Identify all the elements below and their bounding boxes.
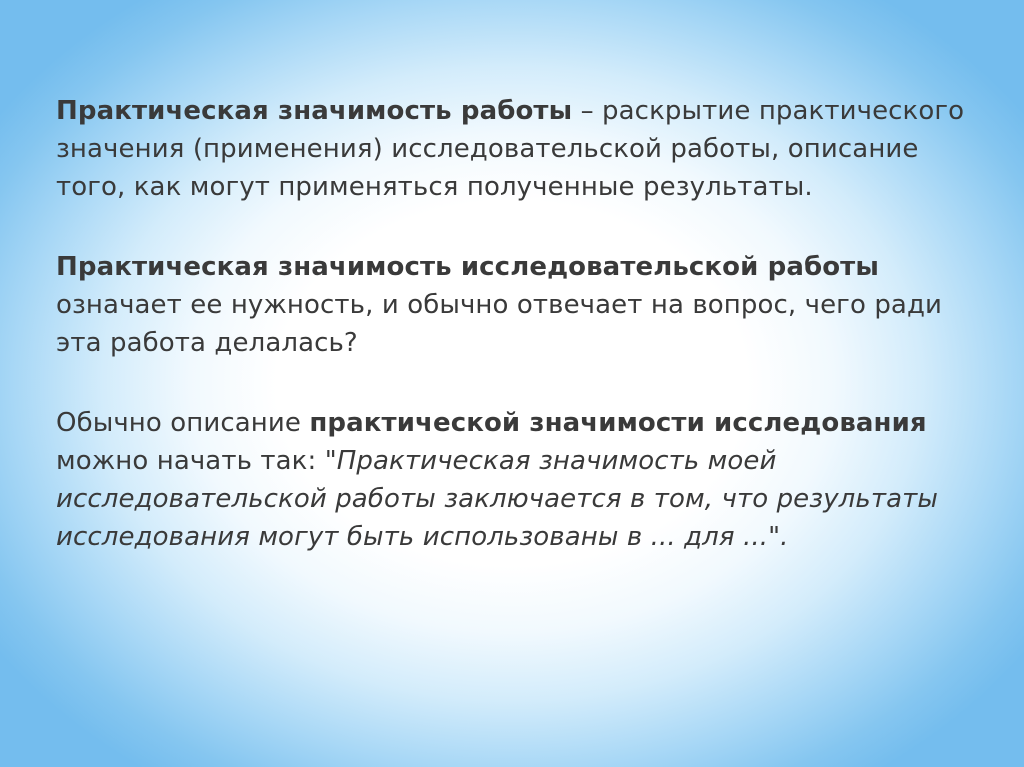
term-research-significance: Практическая значимость исследовательской работы xyxy=(56,252,879,282)
meaning-text: означает ее нужность, и обычно отвечает на вопрос, чего ради эта работа делалась? xyxy=(56,290,943,358)
middle-text: можно начать так: xyxy=(56,446,325,476)
paragraph-practical-significance-definition xyxy=(56,92,986,206)
paragraph-practical-significance-meaning xyxy=(56,248,986,362)
slide-content xyxy=(56,92,986,556)
term-practical-significance: Практическая значимость работы xyxy=(56,96,573,126)
example-quote: "Практическая значимость моей исследовательской работы заключается в том, что результаты исследования могут быть использованы в ... для ...". xyxy=(56,446,938,552)
paragraph-description-example xyxy=(56,404,986,556)
term-research-practical-significance: практической значимости исследования xyxy=(309,408,927,438)
definition-text: – раскрытие практического значения (применения) исследовательской работы, описание того, как могут применяться полученные результаты. xyxy=(56,96,965,202)
lead-text: Обычно описание xyxy=(56,408,310,438)
